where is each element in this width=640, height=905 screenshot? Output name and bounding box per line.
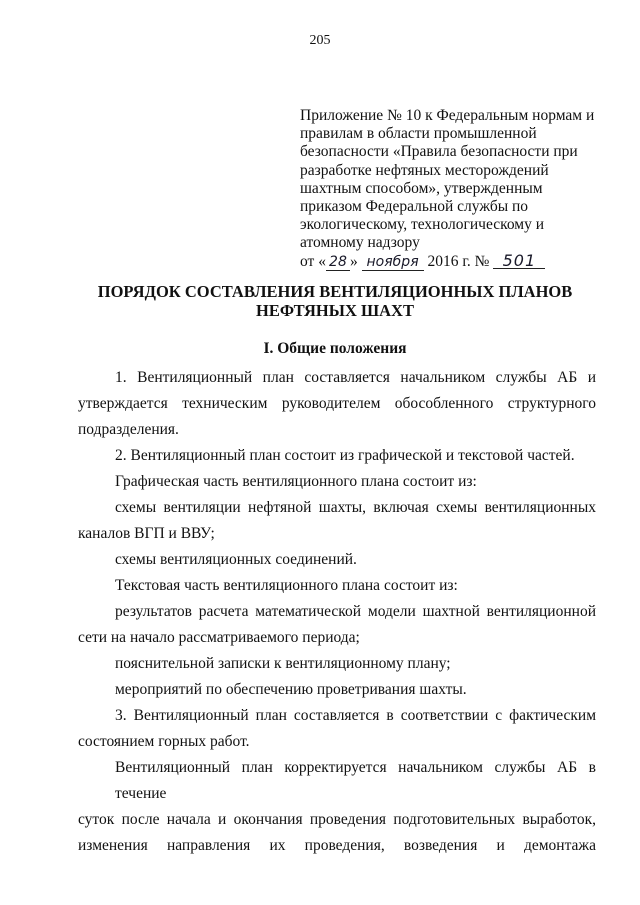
- paragraph-line: 2. Вентиляционный план состоит из графической и текстовой частей.: [115, 447, 575, 464]
- paragraph-line: мероприятий по обеспечению проветривания шахты.: [115, 681, 467, 698]
- paragraph-line: состоянием горных работ.: [78, 733, 250, 750]
- document-title-line: НЕФТЯНЫХ ШАХТ: [256, 301, 414, 320]
- paragraph-line: Текстовая часть вентиляционного плана состоит из:: [115, 577, 458, 594]
- paragraph-line: изменения направления их проведения, возведения и демонтажа: [78, 837, 596, 854]
- paragraph-line: 3. Вентиляционный план составляется в соответствии с фактическим: [115, 707, 596, 724]
- appendix-line: Приложение № 10 к Федеральным нормам и: [300, 107, 595, 124]
- date-year-text: 2016 г. №: [427, 252, 490, 270]
- paragraph-line: сети на начало рассматриваемого периода;: [78, 629, 360, 646]
- paragraph-line: Графическая часть вентиляционного плана состоит из:: [115, 473, 477, 490]
- appendix-line: шахтным способом», утвержденным: [300, 179, 543, 197]
- paragraph-line: схемы вентиляции нефтяной шахты, включая схемы вентиляционных: [115, 499, 596, 516]
- handwritten-month: ноября: [362, 255, 424, 271]
- document-title-line: ПОРЯДОК СОСТАВЛЕНИЯ ВЕНТИЛЯЦИОННЫХ ПЛАНОВ: [97, 282, 573, 301]
- body-text: [78, 365, 596, 859]
- page-number: 205: [309, 33, 331, 48]
- appendix-line: безопасности «Правила безопасности при: [300, 143, 578, 161]
- document-title: [60, 282, 610, 320]
- paragraph-line: пояснительной записки к вентиляционному плану;: [115, 655, 451, 672]
- section-title: I. Общие положения: [263, 340, 407, 357]
- paragraph-line: каналов ВГП и ВВУ;: [78, 525, 215, 542]
- paragraph-line: 1. Вентиляционный план составляется начальником службы АБ и: [115, 369, 596, 386]
- paragraph-line: подразделения.: [78, 421, 179, 438]
- paragraph-line: результатов расчета математической модели шахтной вентиляционной: [115, 603, 596, 620]
- appendix-line: разработке нефтяных месторождений: [300, 161, 549, 179]
- paragraph-line: схемы вентиляционных соединений.: [115, 551, 357, 568]
- appendix-line: правилам в области промышленной: [300, 125, 537, 143]
- date-quote-close: »: [349, 252, 358, 270]
- paragraph-line: суток после начала и окончания проведения подготовительных выработок,: [78, 811, 596, 828]
- appendix-block: [300, 107, 605, 271]
- paragraph-line: утверждается техническим руководителем обособленного структурного: [78, 395, 596, 412]
- appendix-line: приказом Федеральной службы по: [300, 198, 529, 216]
- appendix-line: атомному надзору: [300, 234, 420, 252]
- approval-date-line: [300, 250, 605, 271]
- handwritten-day: 28: [326, 255, 350, 271]
- paragraph-line: Вентиляционный план корректируется начальником службы АБ в течение: [115, 759, 596, 802]
- handwritten-order-number: 501: [493, 253, 545, 269]
- date-prefix: от «: [300, 252, 326, 270]
- appendix-line: экологическому, технологическому и: [300, 216, 545, 234]
